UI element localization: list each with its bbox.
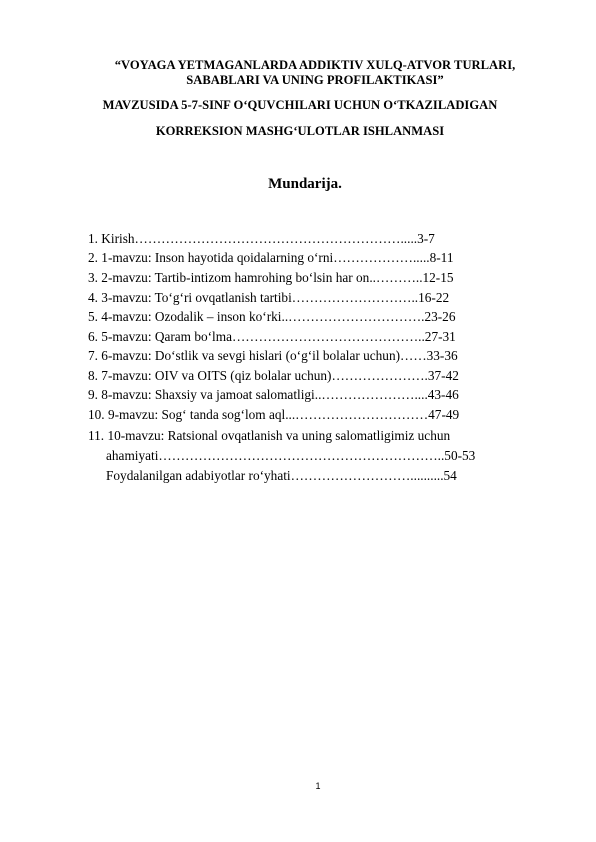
toc-entry: 10. 9-mavzu: Sog‘ tanda sog‘lom aql...…………………………47-49: [88, 407, 460, 422]
toc-entry: 8. 7-mavzu: OIV va OITS (qiz bolalar uchun)………………….37-42: [88, 368, 459, 383]
toc-entry: 1. Kirish…………………………………………………….....3-7: [88, 231, 435, 246]
toc-entry: 7. 6-mavzu: Do‘stlik va sevgi hislari (o‘g‘il bolalar uchun)……33-36: [88, 348, 458, 363]
document-title-line-3: KORREKSION MASHG‘ULOTLAR ISHLANMASI: [155, 124, 445, 138]
toc-entry-continuation: ahamiyati………………………………………………………..50-53: [106, 448, 476, 463]
toc-entry: 2. 1-mavzu: Inson hayotida qoidalarning o‘rni……………….....8-11: [88, 250, 454, 265]
toc-entry: 9. 8-mavzu: Shaxsiy va jamoat salomatligi..…………………....43-46: [88, 387, 459, 402]
contents-heading: Mundarija.: [268, 176, 342, 192]
toc-entry: Foydalanilgan adabiyotlar ro‘yhati………………………..........54: [106, 468, 457, 483]
document-title-line-2: MAVZUSIDA 5-7-SINF O‘QUVCHILARI UCHUN O‘TKAZILADIGAN: [102, 98, 498, 112]
toc-entry: 11. 10-mavzu: Ratsional ovqatlanish va uning salomatligimiz uchun: [88, 428, 451, 443]
toc-entry: 6. 5-mavzu: Qaram bo‘lma……………………………………..27-31: [88, 329, 456, 344]
toc-entry: 3. 2-mavzu: Tartib-intizom hamrohing bo‘lsin har on..………..12-15: [88, 270, 454, 285]
page-number: 1: [315, 781, 321, 791]
toc-entry: 4. 3-mavzu: To‘g‘ri ovqatlanish tartibi………………………..16-22: [88, 290, 450, 305]
toc-entry: 5. 4-mavzu: Ozodalik – inson ko‘rki..………………………….23-26: [88, 309, 456, 324]
document-title: “VOYAGA YETMAGANLARDA ADDIKTIV XULQ-ATVOR TURLARI, SABABLARI VA UNING PROFILAKTIKASI”: [114, 58, 516, 87]
